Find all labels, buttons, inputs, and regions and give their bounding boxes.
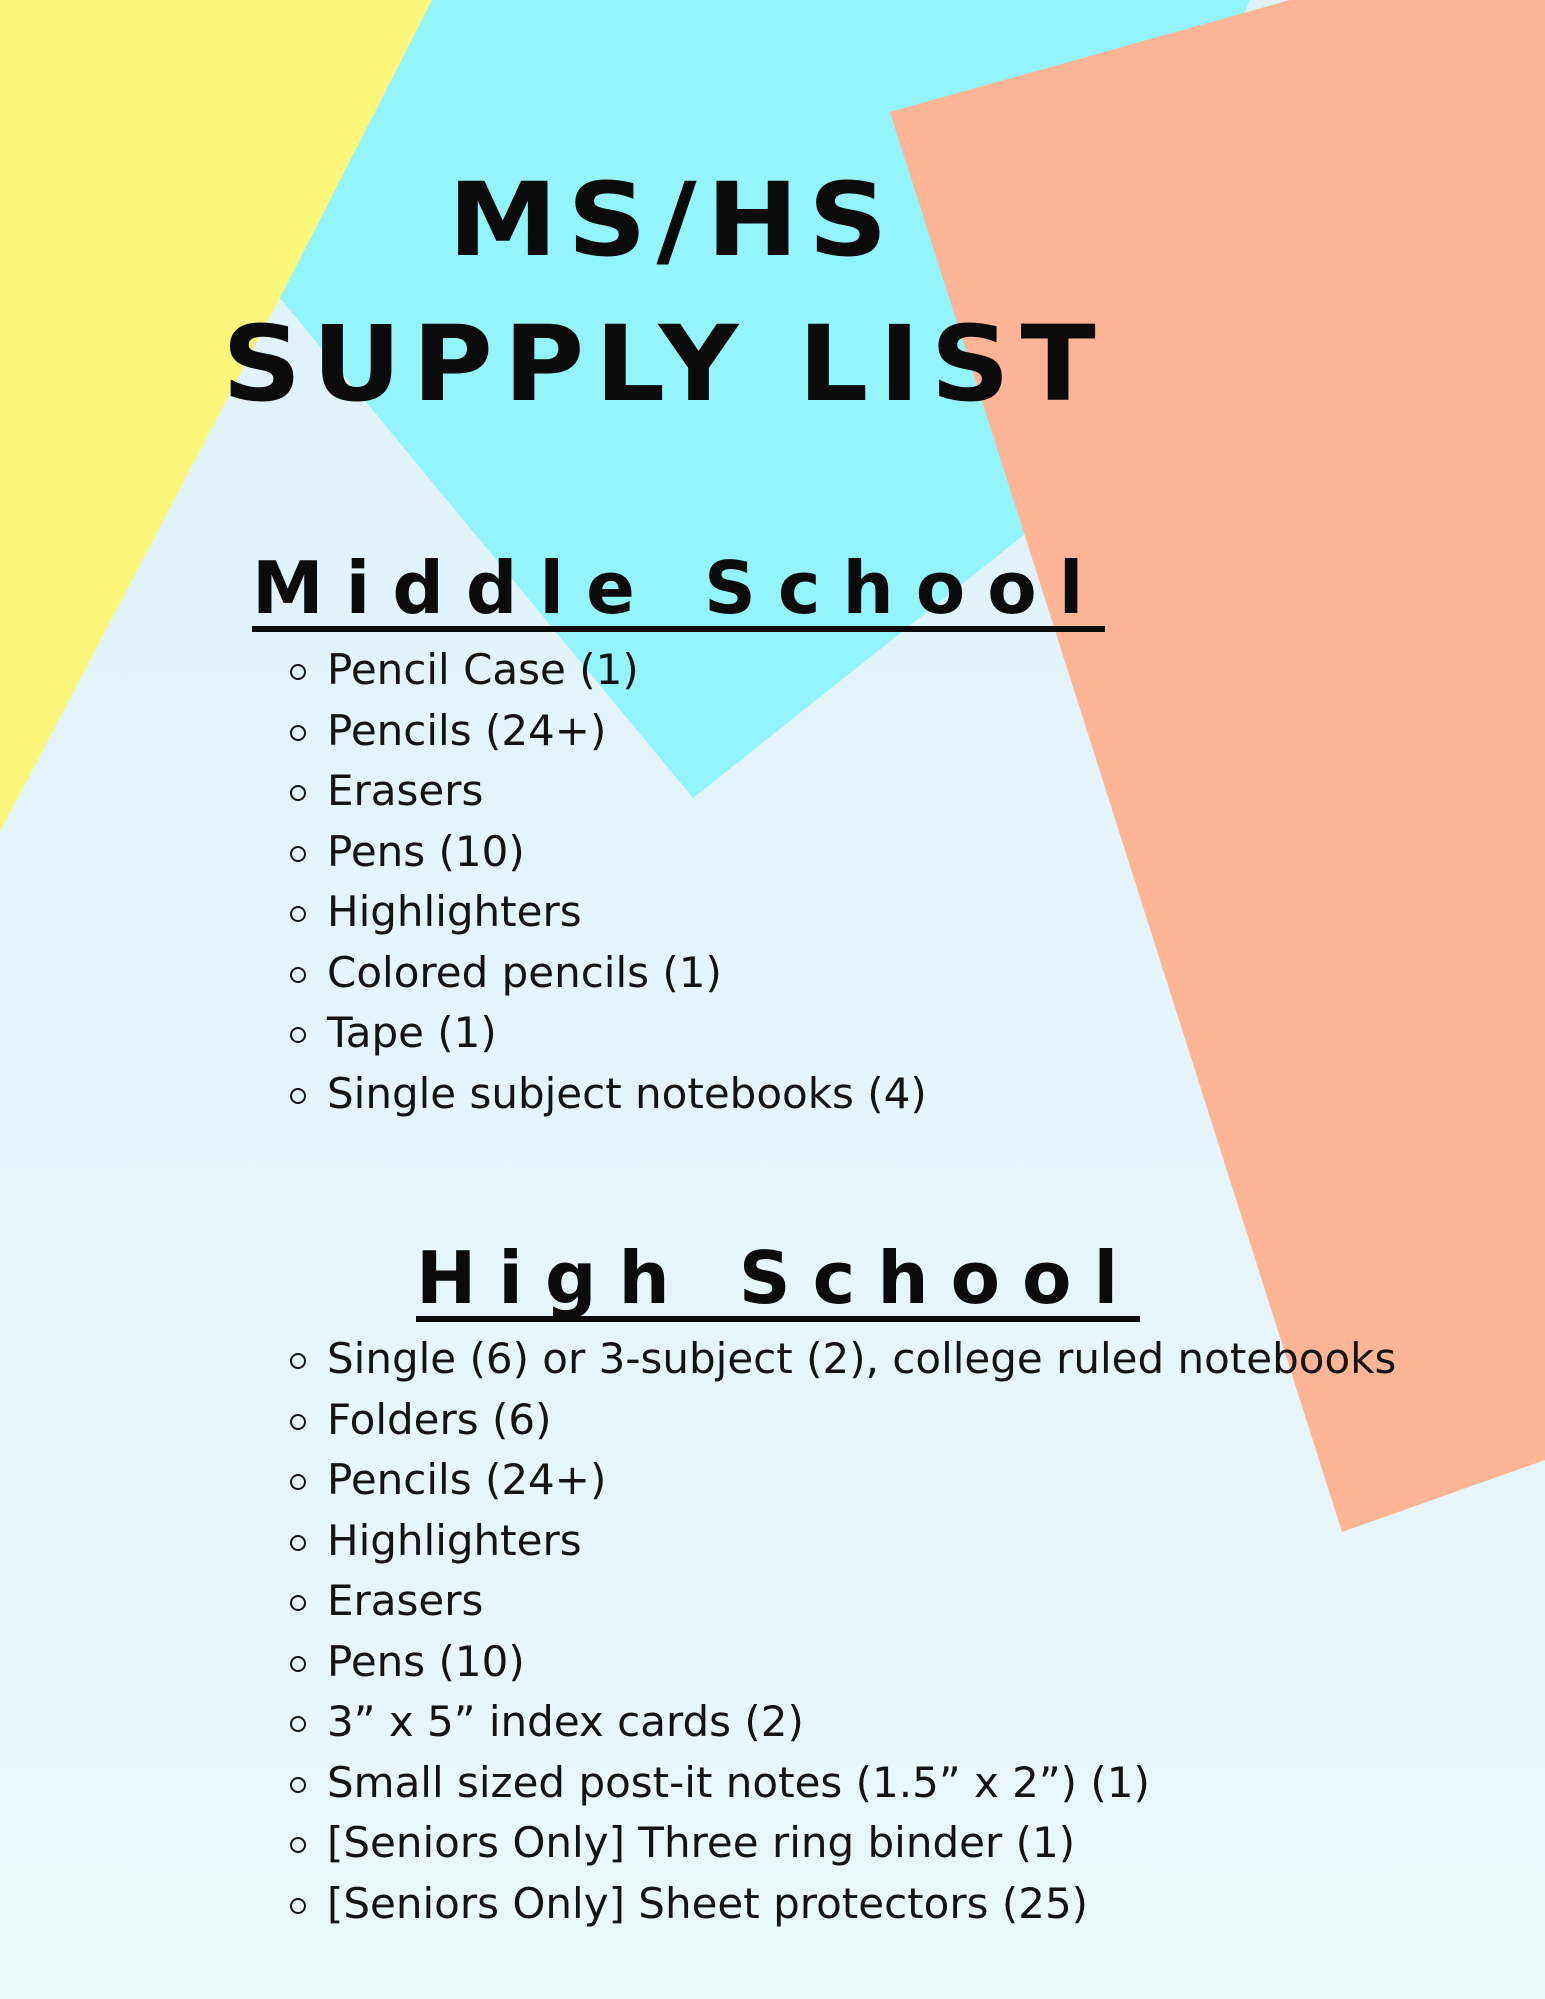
high-school-item <box>290 1632 1396 1693</box>
high-school-item-label: Pencils (24+) <box>327 1455 607 1504</box>
circle-bullet-icon <box>290 1414 306 1430</box>
high-school-item <box>290 1511 1396 1572</box>
high-school-item-label: [Seniors Only] Sheet protectors (25) <box>327 1878 1089 1928</box>
high-school-item <box>290 1390 1396 1451</box>
high-school-item-label: 3” x 5” index cards (2) <box>327 1697 804 1746</box>
high-school-item-label: Folders (6) <box>327 1394 552 1444</box>
high-school-item-label: Erasers <box>327 1576 484 1625</box>
circle-bullet-icon <box>290 1716 306 1732</box>
high-school-item <box>290 1753 1396 1814</box>
middle-school-item <box>290 640 927 701</box>
middle-school-item-label: Pencils (24+) <box>327 705 607 755</box>
middle-school-item-label: Colored pencils (1) <box>327 947 722 997</box>
high-school-item-label: Small sized post-it notes (1.5” x 2”) (1) <box>327 1757 1150 1807</box>
circle-bullet-icon <box>290 1353 306 1369</box>
circle-bullet-icon <box>290 725 306 741</box>
page-title-line-1: MS/HS <box>448 161 898 280</box>
circle-bullet-icon <box>290 1088 306 1104</box>
high-school-item-label: Pens (10) <box>327 1636 525 1686</box>
middle-school-item-label: Tape (1) <box>327 1008 497 1057</box>
circle-bullet-icon <box>290 1898 306 1914</box>
high-school-item <box>290 1692 1396 1753</box>
middle-school-item <box>290 1064 927 1125</box>
middle-school-item-label: Highlighters <box>327 887 582 936</box>
high-school-item <box>290 1874 1396 1935</box>
high-school-item <box>290 1450 1396 1511</box>
circle-bullet-icon <box>290 1777 306 1793</box>
circle-bullet-icon <box>290 967 306 983</box>
high-school-item <box>290 1813 1396 1874</box>
middle-school-item <box>290 761 927 822</box>
circle-bullet-icon <box>290 1656 306 1672</box>
high-school-supply-list <box>290 1329 1396 1934</box>
high-school-item <box>290 1571 1396 1632</box>
circle-bullet-icon <box>290 1837 306 1853</box>
high-school-item <box>290 1329 1396 1390</box>
high-school-heading: High School <box>416 1236 1141 1320</box>
page-title-line-2: SUPPLY LIST <box>222 303 1107 425</box>
middle-school-supply-list <box>290 640 927 1124</box>
middle-school-item-label: Pens (10) <box>327 826 525 876</box>
circle-bullet-icon <box>290 906 306 922</box>
middle-school-item <box>290 882 927 943</box>
middle-school-item <box>290 822 927 883</box>
middle-school-item-label: Single subject notebooks (4) <box>327 1068 927 1118</box>
circle-bullet-icon <box>290 1027 306 1043</box>
circle-bullet-icon <box>290 846 306 862</box>
high-school-item-label: [Seniors Only] Three ring binder (1) <box>327 1818 1076 1867</box>
circle-bullet-icon <box>290 785 306 801</box>
middle-school-item <box>290 701 927 762</box>
high-school-item-label: Highlighters <box>327 1515 582 1565</box>
circle-bullet-icon <box>290 1535 306 1551</box>
middle-school-heading: Middle School <box>252 546 1106 630</box>
circle-bullet-icon <box>290 1474 306 1490</box>
high-school-item-label: Single (6) or 3-subject (2), college ruled notebooks <box>327 1334 1397 1383</box>
circle-bullet-icon <box>290 664 306 680</box>
middle-school-item <box>290 1003 927 1064</box>
circle-bullet-icon <box>290 1595 306 1611</box>
middle-school-item-label: Erasers <box>327 766 484 815</box>
middle-school-item <box>290 943 927 1004</box>
middle-school-item-label: Pencil Case (1) <box>327 645 639 694</box>
